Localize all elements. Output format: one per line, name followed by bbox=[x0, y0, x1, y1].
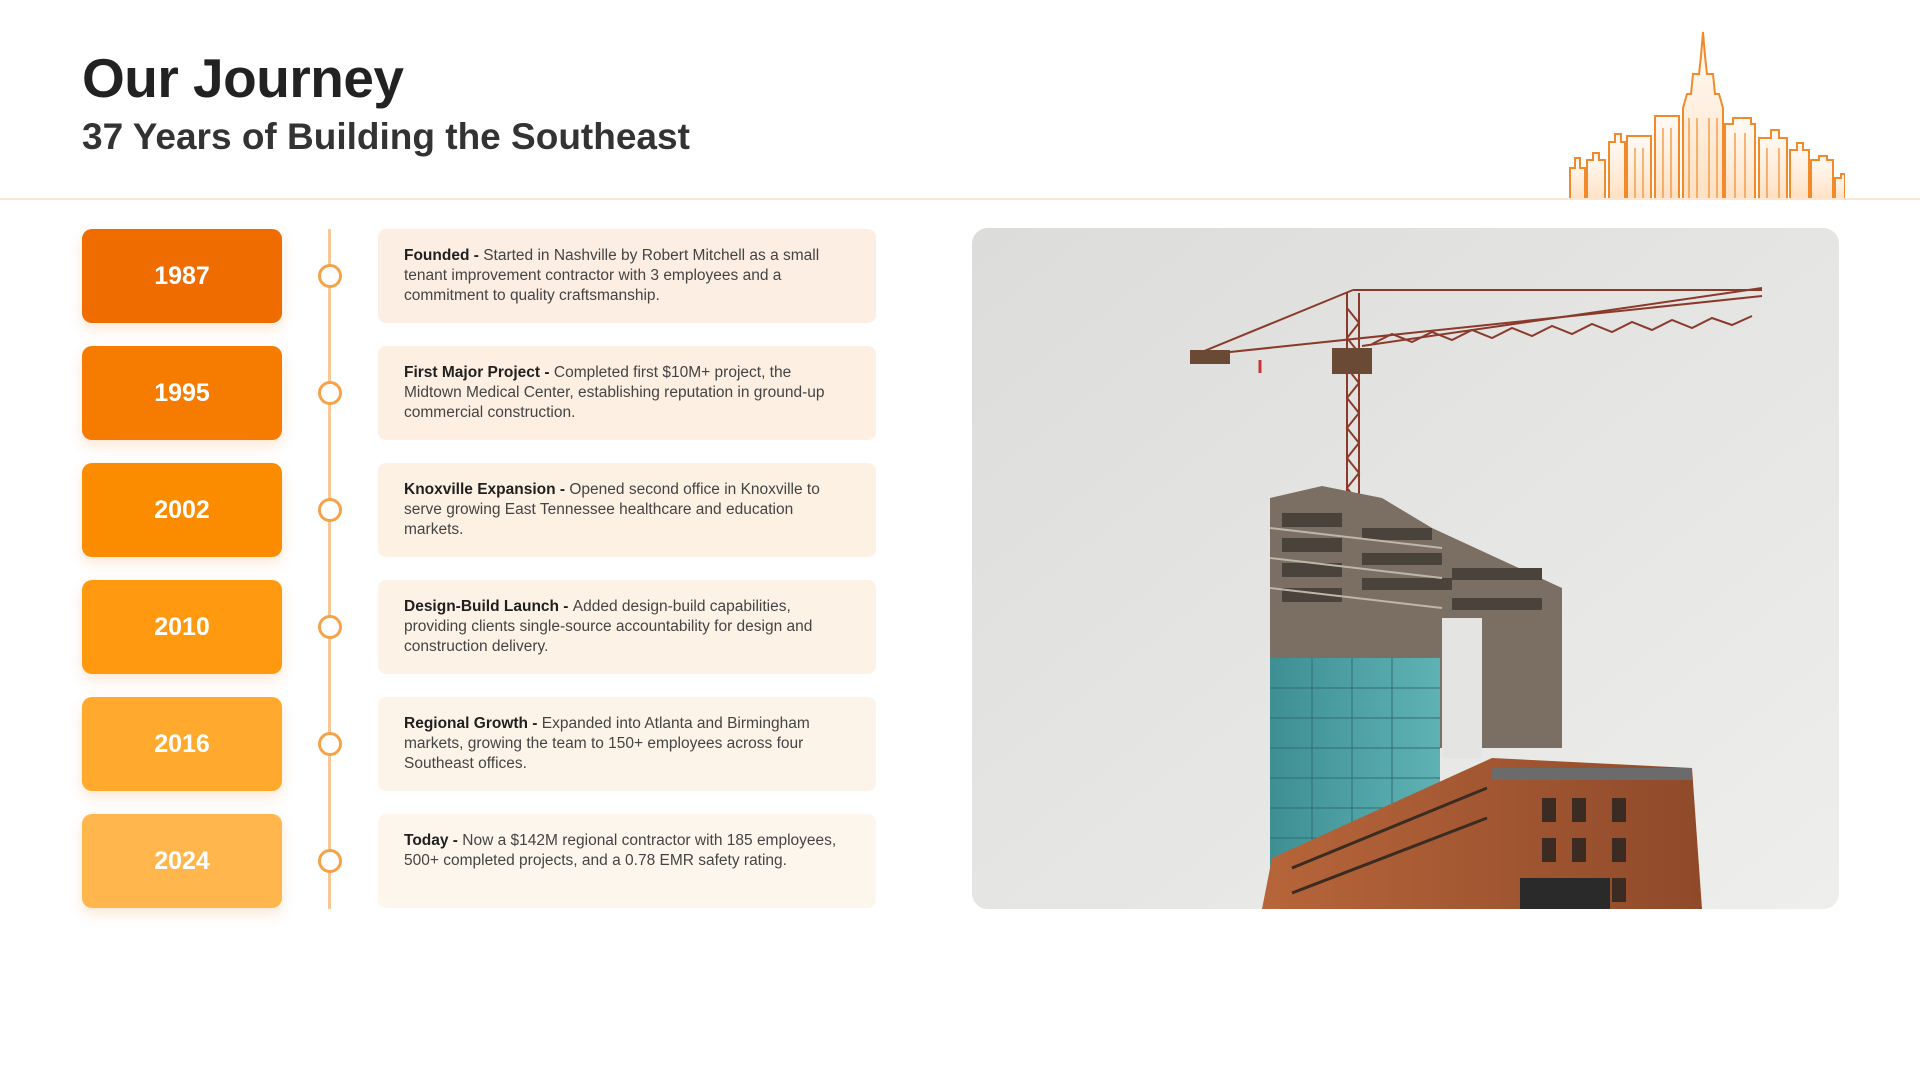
timeline bbox=[82, 229, 882, 909]
year-badge: 1987 bbox=[82, 229, 282, 323]
timeline-row-2002 bbox=[82, 463, 882, 557]
milestone-text: Completed first $10M+ project, the Midtown Medical Center, establishing reputation in ground-up commercial construction. bbox=[404, 364, 825, 421]
timeline-marker-icon bbox=[318, 615, 342, 639]
timeline-marker-icon bbox=[318, 381, 342, 405]
header-divider bbox=[0, 198, 1920, 200]
year-badge: 2002 bbox=[82, 463, 282, 557]
milestone-text: Added design-build capabilities, providing clients single-source accountability for design and construction delivery. bbox=[404, 598, 813, 655]
construction-crane-photo bbox=[972, 228, 1839, 909]
milestone-text: Expanded into Atlanta and Birmingham markets, growing the team to 150+ employees across four Southeast offices. bbox=[404, 715, 810, 772]
page-subtitle: 37 Years of Building the Southeast bbox=[82, 116, 690, 157]
milestone-title: First Major Project - bbox=[404, 364, 554, 381]
milestone-card bbox=[378, 580, 876, 674]
milestone-title: Founded - bbox=[404, 247, 484, 264]
milestone-text: Opened second office in Knoxville to serve growing East Tennessee healthcare and education markets. bbox=[404, 481, 820, 538]
timeline-marker-icon bbox=[318, 732, 342, 756]
milestone-title: Design-Build Launch - bbox=[404, 598, 573, 615]
page-title: Our Journey bbox=[82, 47, 404, 109]
timeline-row-1995 bbox=[82, 346, 882, 440]
timeline-marker-icon bbox=[318, 498, 342, 522]
timeline-row-2024 bbox=[82, 814, 882, 908]
timeline-row-2016 bbox=[82, 697, 882, 791]
milestone-title: Knoxville Expansion - bbox=[404, 481, 570, 498]
timeline-marker-icon bbox=[318, 849, 342, 873]
year-badge: 2010 bbox=[82, 580, 282, 674]
milestone-title: Regional Growth - bbox=[404, 715, 542, 732]
timeline-row-1987 bbox=[82, 229, 882, 323]
milestone-text: Now a $142M regional contractor with 185 employees, 500+ completed projects, and a 0.78 EMR safety rating. bbox=[404, 832, 837, 869]
milestone-text: Started in Nashville by Robert Mitchell as a small tenant improvement contractor with 3 employees and a commitment to quality craftsmanship. bbox=[404, 247, 820, 304]
milestone-card bbox=[378, 346, 876, 440]
year-badge: 1995 bbox=[82, 346, 282, 440]
milestone-card bbox=[378, 229, 876, 323]
timeline-marker-icon bbox=[318, 264, 342, 288]
milestone-card bbox=[378, 697, 876, 791]
milestone-title: Today - bbox=[404, 832, 463, 849]
city-skyline-icon bbox=[1565, 28, 1845, 200]
timeline-axis-line bbox=[328, 229, 331, 909]
year-badge: 2016 bbox=[82, 697, 282, 791]
milestone-card bbox=[378, 463, 876, 557]
milestone-card bbox=[378, 814, 876, 908]
timeline-row-2010 bbox=[82, 580, 882, 674]
year-badge: 2024 bbox=[82, 814, 282, 908]
